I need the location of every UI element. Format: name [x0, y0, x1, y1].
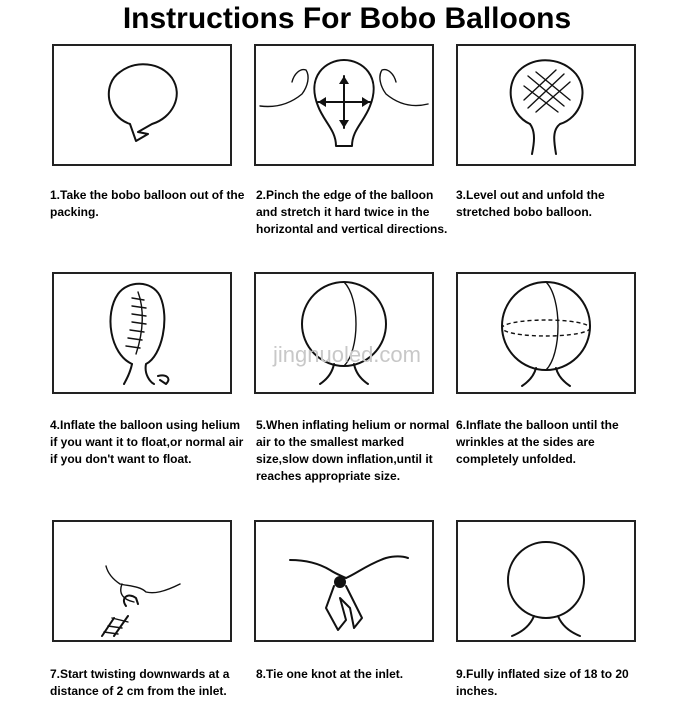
inflated-balloon-icon — [458, 274, 634, 392]
step-8-caption: 8.Tie one knot at the inlet. — [256, 667, 404, 681]
step-1-caption: 1.Take the bobo balloon out of the packing. — [50, 188, 245, 219]
twist-inlet-icon — [54, 522, 230, 640]
inflating-balloon-icon — [54, 274, 230, 392]
deflated-balloon-icon — [54, 46, 230, 164]
step-5-illustration — [254, 272, 434, 394]
step-8-illustration — [254, 520, 434, 642]
step-2-caption: 2.Pinch the edge of the balloon and stretch it hard twice in the horizontal and vertical directions. — [256, 188, 448, 236]
step-7-caption: 7.Start twisting downwards at a distance of 2 cm from the inlet. — [50, 667, 230, 698]
tie-knot-icon — [256, 522, 432, 640]
step-7-illustration — [52, 520, 232, 642]
fully-inflated-balloon-icon — [458, 522, 634, 640]
step-5-caption: 5.When inflating helium or normal air to the smallest marked size,slow down inflation,until it reaches appropriate size. — [256, 418, 450, 483]
step-3-caption: 3.Level out and unfold the stretched bobo balloon. — [456, 188, 605, 219]
step-6-illustration — [456, 272, 636, 394]
step-9-illustration — [456, 520, 636, 642]
step-2-illustration — [254, 44, 434, 166]
unfolded-balloon-icon — [458, 46, 634, 164]
step-3-illustration — [456, 44, 636, 166]
half-inflated-balloon-icon — [256, 274, 432, 392]
step-1-illustration — [52, 44, 232, 166]
step-6-caption: 6.Inflate the balloon until the wrinkles at the sides are completely unfolded. — [456, 418, 619, 466]
step-4-caption: 4.Inflate the balloon using helium if you want it to float,or normal air if you don't want to float. — [50, 418, 244, 466]
watermark: jingnuoled.com — [273, 342, 421, 367]
stretch-balloon-icon — [256, 46, 432, 164]
step-9-caption: 9.Fully inflated size of 18 to 20 inches. — [456, 667, 629, 698]
page-title: Instructions For Bobo Balloons — [122, 2, 572, 35]
step-4-illustration — [52, 272, 232, 394]
